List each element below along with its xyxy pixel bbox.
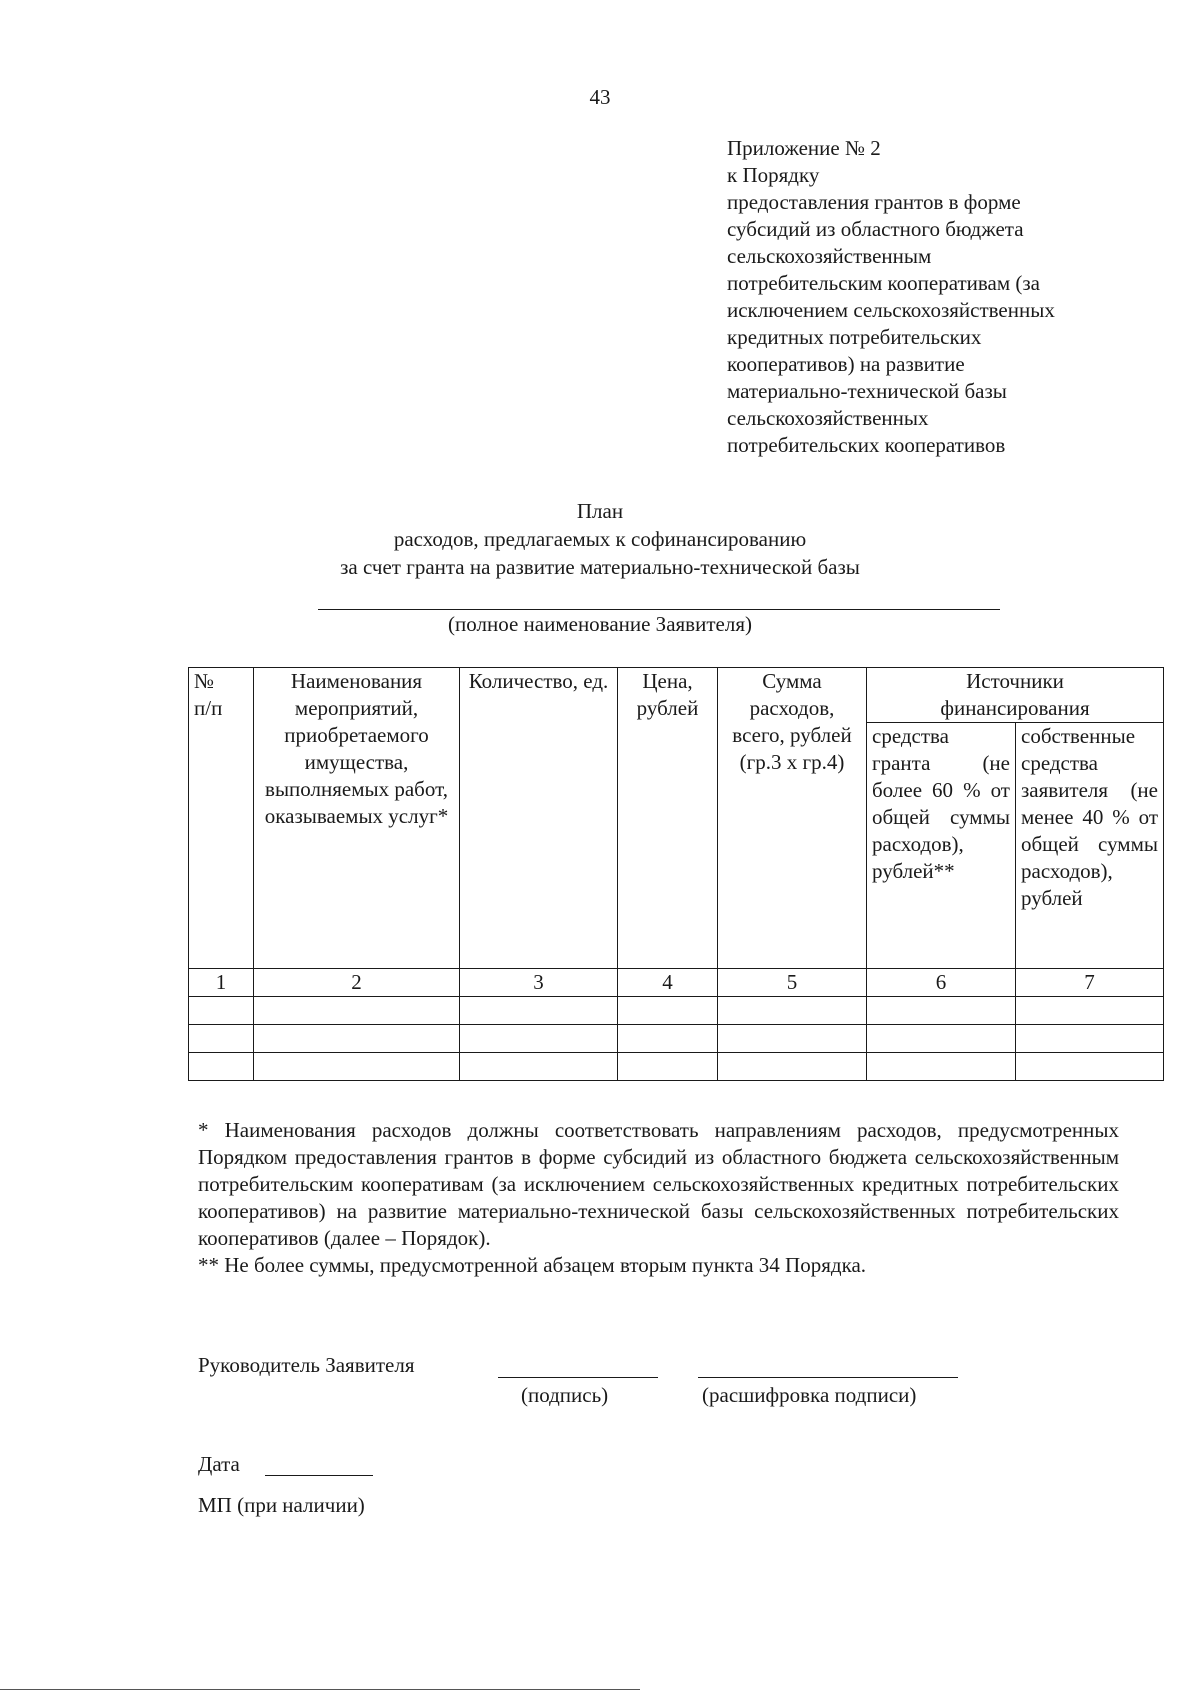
expense-plan-table <box>188 667 1164 1081</box>
document-title <box>0 497 1200 581</box>
table-cell[interactable] <box>254 997 460 1025</box>
column-number: 1 <box>189 969 254 997</box>
date-label: Дата <box>198 1452 240 1476</box>
column-number: 7 <box>1016 969 1164 997</box>
header-quantity: Количество, ед. <box>460 668 618 969</box>
table-cell[interactable] <box>460 1025 618 1053</box>
table-cell[interactable] <box>618 997 718 1025</box>
table-cell[interactable] <box>618 1025 718 1053</box>
signature-field[interactable] <box>498 1377 658 1378</box>
header-total-sum: Сумма расходов, всего, рублей (гр.3 x гр.4) <box>718 668 867 969</box>
column-number: 4 <box>618 969 718 997</box>
table-cell[interactable] <box>718 997 867 1025</box>
title-line-1: План <box>576 499 624 523</box>
appendix-line: сельскохозяйственных <box>727 406 929 430</box>
appendix-line: потребительских кооперативов <box>727 433 1006 457</box>
table-cell[interactable] <box>460 997 618 1025</box>
table-cell[interactable] <box>1016 1053 1164 1081</box>
appendix-line: кооперативов) на развитие <box>727 352 965 376</box>
table-cell[interactable] <box>718 1053 867 1081</box>
date-field[interactable] <box>265 1475 373 1476</box>
signature-label: Руководитель Заявителя <box>198 1353 415 1377</box>
appendix-line: Приложение № 2 <box>727 136 881 160</box>
table-cell[interactable] <box>460 1053 618 1081</box>
title-line-3: за счет гранта на развитие материально-технической базы <box>340 555 860 579</box>
signature-decoding-caption: (расшифровка подписи) <box>702 1383 917 1407</box>
table-cell[interactable] <box>189 1025 254 1053</box>
table-cell[interactable] <box>189 997 254 1025</box>
appendix-line: материально-технической базы <box>727 379 1007 403</box>
appendix-line: предоставления грантов в форме <box>727 190 1021 214</box>
table-cell[interactable] <box>254 1053 460 1081</box>
table-cell[interactable] <box>618 1053 718 1081</box>
signature-decoding-field[interactable] <box>698 1377 958 1378</box>
table-cell[interactable] <box>867 1025 1016 1053</box>
appendix-line: сельскохозяйственным <box>727 244 932 268</box>
table-row <box>189 1053 1164 1081</box>
table-cell[interactable] <box>867 1053 1016 1081</box>
appendix-line: исключением сельскохозяйственных <box>727 298 1055 322</box>
column-number: 6 <box>867 969 1016 997</box>
applicant-name-caption: (полное наименование Заявителя) <box>448 612 752 636</box>
page-number: 43 <box>589 85 611 109</box>
column-number: 5 <box>718 969 867 997</box>
header-own-funds: собственные средства заявителя (не менее 40 % от общей суммы расходов), рублей <box>1016 723 1164 969</box>
header-financing-sources: Источники финансирования <box>867 668 1164 723</box>
header-price: Цена, рублей <box>618 668 718 969</box>
table-cell[interactable] <box>718 1025 867 1053</box>
appendix-line: субсидий из областного бюджета <box>727 217 1024 241</box>
header-grant-funds: средства гранта (не более 60 % от общей суммы расходов), рублей** <box>867 723 1016 969</box>
column-number: 3 <box>460 969 618 997</box>
footnotes <box>198 1117 1119 1279</box>
footnote-1: * Наименования расходов должны соответствовать направлениям расходов, предусмотренных Порядком предоставления грантов в форме субсидий из областного бюджета сельскохозяйственным потребительским кооперативам (за исключением сельскохозяйственных кредитных потребительских кооперативов) на развитие материально-технической базы сельскохозяйственных потребительских кооперативов (далее – Порядок). <box>198 1118 1119 1250</box>
header-row-number: № п/п <box>189 668 254 969</box>
table-cell[interactable] <box>189 1053 254 1081</box>
column-number: 2 <box>254 969 460 997</box>
header-item-name: Наименования мероприятий, приобретаемого имущества, выполняемых работ, оказываемых услуг* <box>254 668 460 969</box>
table-cell[interactable] <box>254 1025 460 1053</box>
applicant-name-field[interactable] <box>318 609 1000 610</box>
appendix-line: потребительским кооперативам (за <box>727 271 1040 295</box>
table-cell[interactable] <box>1016 997 1164 1025</box>
table-row <box>189 997 1164 1025</box>
signature-caption: (подпись) <box>521 1383 609 1407</box>
appendix-line: к Порядку <box>727 163 820 187</box>
title-line-2: расходов, предлагаемых к софинансированию <box>393 527 807 551</box>
table-cell[interactable] <box>1016 1025 1164 1053</box>
footnote-2: ** Не более суммы, предусмотренной абзацем вторым пункта 34 Порядка. <box>198 1253 867 1277</box>
appendix-line: кредитных потребительских <box>727 325 982 349</box>
table-row <box>189 1025 1164 1053</box>
appendix-block <box>727 135 1147 459</box>
page-bottom-rule <box>0 1689 640 1690</box>
table-cell[interactable] <box>867 997 1016 1025</box>
stamp-label: МП (при наличии) <box>198 1493 365 1517</box>
